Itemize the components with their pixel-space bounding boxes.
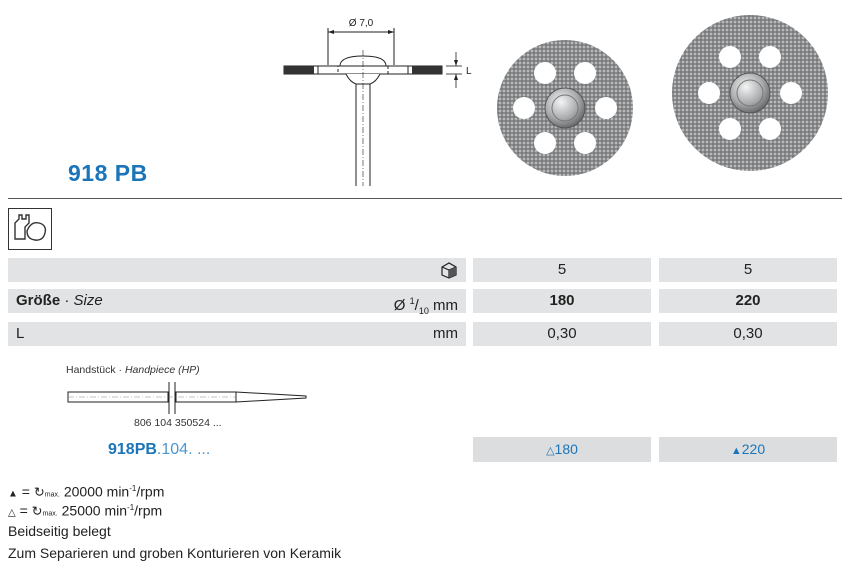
handpiece-shaft-drawing <box>66 380 310 416</box>
pack-qty-220: 5 <box>659 258 837 282</box>
size-value-180: 180 <box>473 289 651 313</box>
handpiece-part-number: 806 104 350524 ... <box>134 417 222 429</box>
size-value-220: 220 <box>659 289 837 313</box>
disc-technical-drawing <box>270 10 480 190</box>
order-code: 918PB.104. ... <box>108 441 211 458</box>
length-row-unit: mm <box>433 325 458 342</box>
usage-note: Zum Separieren und groben Konturieren von Keramik <box>8 545 342 561</box>
ceramic-material-icon <box>8 208 52 250</box>
rotation-icon: ↻ <box>31 503 43 519</box>
rotation-icon: ↻ <box>33 484 45 500</box>
header-divider <box>8 198 842 199</box>
speed-note-filled: ▲ = ↻max. 20000 $\min^{-1}$/rpm <box>8 483 165 500</box>
length-row-label-cell <box>8 322 466 346</box>
length-dimension: L <box>466 66 472 77</box>
size-row-label: Größe · Size <box>16 292 103 309</box>
length-value-220: 0,30 <box>659 322 837 346</box>
pack-row-label-cell <box>8 258 466 282</box>
length-row-label: L <box>16 325 25 342</box>
diameter-dimension: Ø 7,0 <box>348 18 374 29</box>
length-value-180: 0,30 <box>473 322 651 346</box>
speed-note-outline: △ = ↻max. 25000 $\min^{-1}$/rpm <box>8 502 163 519</box>
product-code-title: 918 PB <box>68 160 148 186</box>
coating-note: Beidseitig belegt <box>8 523 111 539</box>
disc-180-photo <box>495 38 635 178</box>
order-variant-180: △180 <box>473 437 651 462</box>
package-icon <box>440 261 458 279</box>
pack-qty-180: 5 <box>473 258 651 282</box>
size-row-unit: Ø $^1/_{10}$ mm <box>393 296 458 316</box>
order-variant-220: ▲220 <box>659 437 837 462</box>
handpiece-label: Handstück · Handpiece (HP) <box>66 364 200 376</box>
disc-220-photo <box>670 13 830 173</box>
